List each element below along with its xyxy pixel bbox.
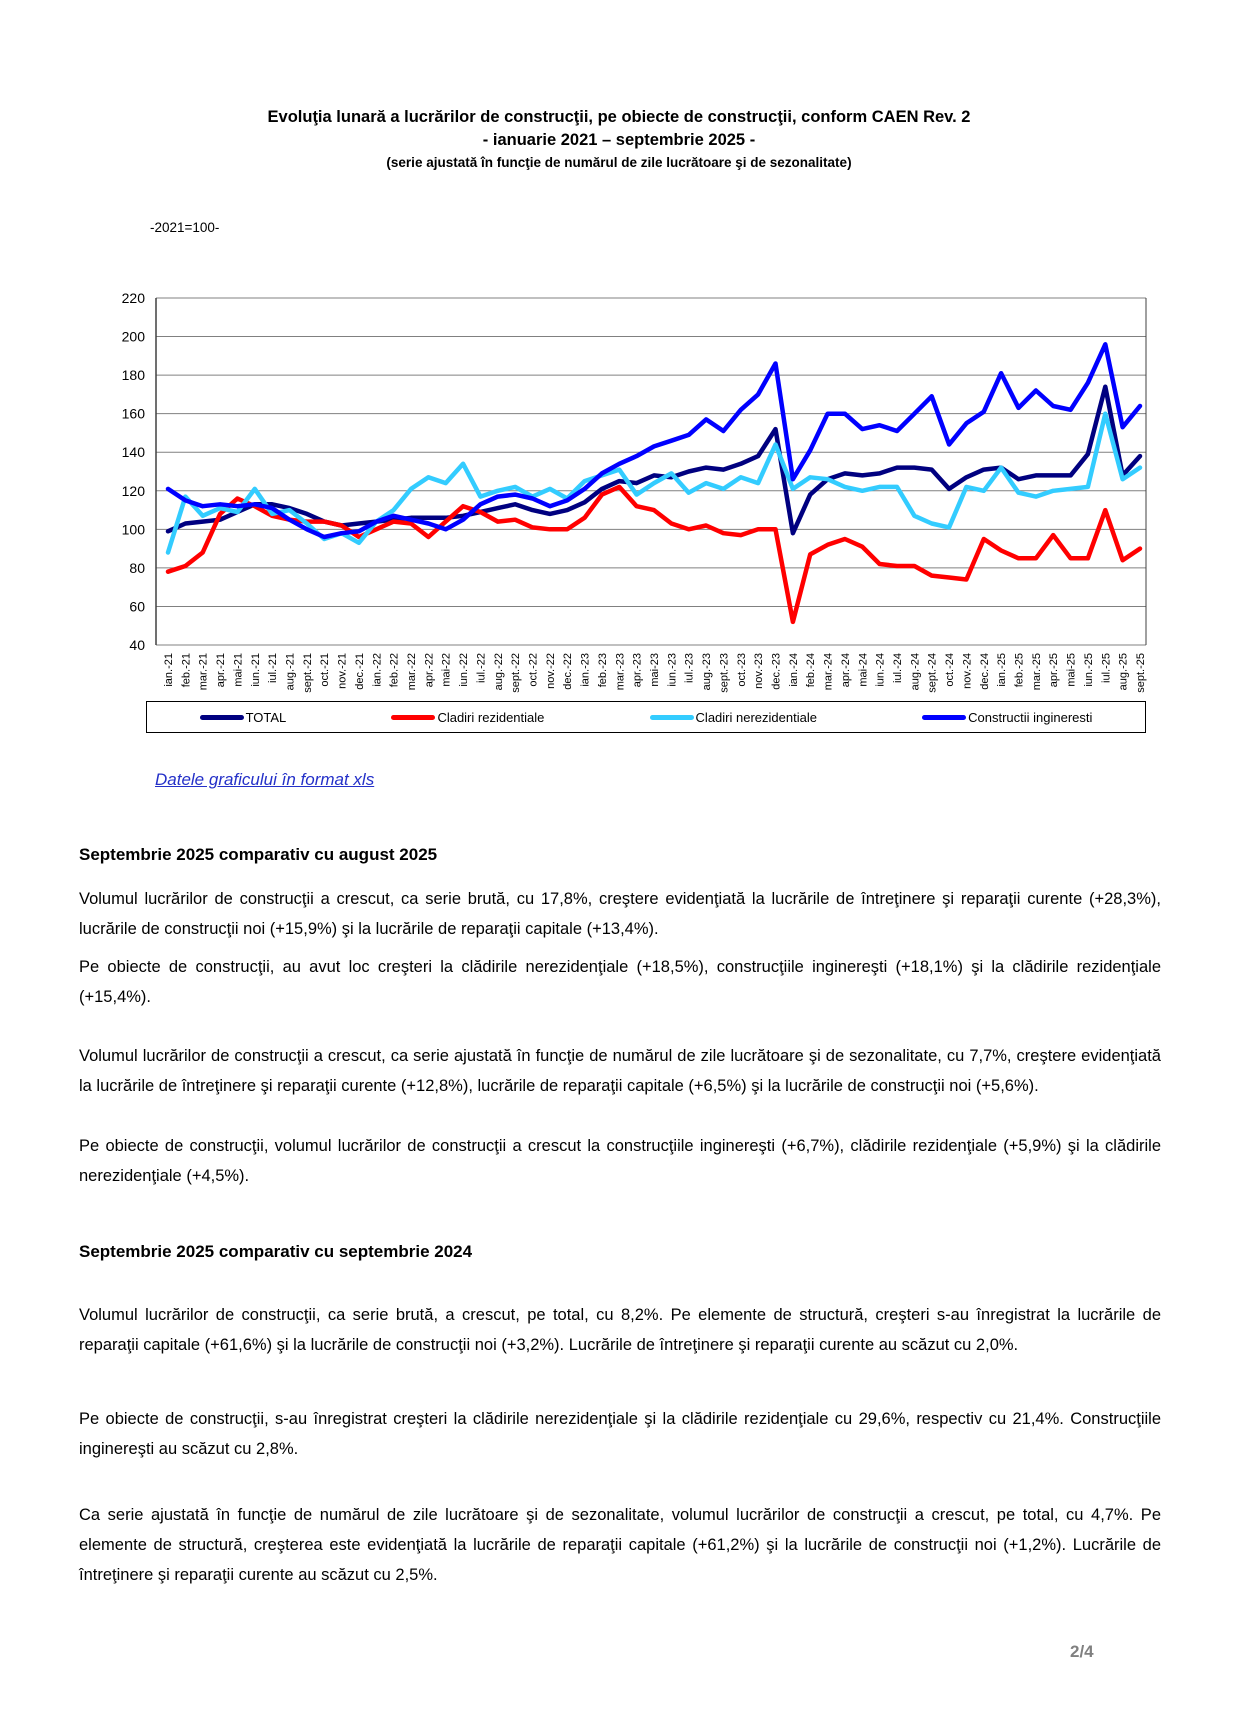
legend-label: TOTAL bbox=[245, 709, 287, 725]
svg-text:140: 140 bbox=[121, 444, 145, 461]
svg-text:aug.-22: aug.-22 bbox=[492, 653, 505, 691]
svg-text:mai-24: mai-24 bbox=[857, 653, 870, 687]
section-heading-year-comparison: Septembrie 2025 comparativ cu septembrie 2024 bbox=[79, 1242, 473, 1261]
paragraph: Volumul lucrărilor de construcţii a crescut, ca serie brută, cu 17,8%, creştere evidenţiată la lucrările de întreţinere şi reparaţii curente (+28,3%), lucrările de construcţii noi (+15,9%) şi la lucrările de reparaţii capitale (+13,4%). bbox=[79, 890, 1161, 938]
svg-text:apr.-24: apr.-24 bbox=[839, 653, 852, 688]
svg-text:dec.-22: dec.-22 bbox=[562, 653, 575, 690]
svg-text:iun.-25: iun.-25 bbox=[1082, 653, 1095, 687]
svg-text:mai-21: mai-21 bbox=[232, 653, 245, 687]
svg-text:iun.-23: iun.-23 bbox=[666, 653, 679, 687]
svg-text:dec.-24: dec.-24 bbox=[978, 652, 991, 690]
svg-text:sept.-23: sept.-23 bbox=[718, 653, 731, 693]
svg-text:nov.-23: nov.-23 bbox=[753, 653, 766, 689]
svg-text:mai-22: mai-22 bbox=[440, 653, 453, 687]
svg-text:apr.-25: apr.-25 bbox=[1048, 653, 1061, 688]
svg-text:mai-23: mai-23 bbox=[649, 653, 661, 687]
chart-unit-note: -2021=100- bbox=[150, 220, 220, 235]
legend-item bbox=[650, 710, 817, 725]
svg-text:ian.-24: ian.-24 bbox=[787, 653, 800, 687]
legend-marker-icon bbox=[650, 715, 694, 720]
svg-text:feb.-22: feb.-22 bbox=[388, 653, 401, 688]
svg-text:180: 180 bbox=[121, 367, 145, 384]
svg-text:iul.-21: iul.-21 bbox=[267, 653, 280, 683]
legend-item bbox=[200, 710, 287, 725]
svg-text:feb.-24: feb.-24 bbox=[805, 653, 818, 688]
svg-text:dec.-21: dec.-21 bbox=[353, 653, 366, 690]
page-number: 2/4 bbox=[1070, 1642, 1094, 1661]
title-line-2: - ianuarie 2021 – septembrie 2025 - bbox=[482, 131, 756, 149]
legend-marker-icon bbox=[200, 715, 244, 720]
svg-text:iul.-22: iul.-22 bbox=[475, 653, 488, 683]
svg-text:80: 80 bbox=[129, 559, 145, 576]
legend-item bbox=[922, 710, 1092, 725]
svg-text:oct.-22: oct.-22 bbox=[527, 653, 540, 687]
svg-text:160: 160 bbox=[121, 405, 145, 422]
svg-text:mar.-24: mar.-24 bbox=[822, 653, 835, 691]
svg-text:mar.-23: mar.-23 bbox=[614, 653, 627, 691]
svg-text:ian.-23: ian.-23 bbox=[579, 653, 592, 687]
legend-item bbox=[391, 710, 544, 725]
svg-text:sept.-25: sept.-25 bbox=[1135, 653, 1147, 693]
line-chart bbox=[0, 0, 1238, 780]
svg-text:iun.-24: iun.-24 bbox=[874, 653, 887, 687]
legend-label: Constructii ingineresti bbox=[968, 709, 1093, 725]
section-heading-month-comparison: Septembrie 2025 comparativ cu august 2025 bbox=[79, 845, 438, 864]
legend-marker-icon bbox=[922, 715, 966, 720]
svg-text:220: 220 bbox=[121, 290, 145, 306]
svg-text:feb.-25: feb.-25 bbox=[1013, 653, 1026, 688]
xls-data-link[interactable]: Datele graficului în format xls bbox=[155, 770, 375, 789]
svg-text:60: 60 bbox=[129, 598, 145, 615]
svg-text:mar.-22: mar.-22 bbox=[406, 653, 418, 691]
svg-text:200: 200 bbox=[121, 328, 145, 345]
svg-text:100: 100 bbox=[121, 521, 145, 538]
chart-legend bbox=[146, 701, 1146, 733]
svg-text:40: 40 bbox=[129, 637, 145, 653]
paragraph: Pe obiecte de construcţii, volumul lucrărilor de construcţii a crescut la construcţiile inginereşti (+6,7%), clădirile rezidenţiale (+5,9%) şi la clădirile nerezidenţiale (+4,5%). bbox=[79, 1137, 1161, 1185]
svg-text:ian.-25: ian.-25 bbox=[996, 652, 1009, 687]
svg-text:apr.-22: apr.-22 bbox=[423, 653, 436, 688]
svg-text:120: 120 bbox=[121, 482, 145, 499]
svg-text:feb.-21: feb.-21 bbox=[180, 653, 193, 688]
svg-text:apr.-21: apr.-21 bbox=[215, 653, 228, 688]
svg-text:mar.-25: mar.-25 bbox=[1030, 653, 1043, 691]
svg-text:ian.-21: ian.-21 bbox=[163, 653, 175, 687]
svg-text:apr.-23: apr.-23 bbox=[631, 653, 644, 688]
svg-text:aug.-21: aug.-21 bbox=[284, 653, 297, 691]
legend-marker-icon bbox=[391, 715, 435, 720]
svg-text:sept.-22: sept.-22 bbox=[510, 653, 523, 693]
svg-text:oct.-24: oct.-24 bbox=[944, 653, 957, 687]
legend-label: Cladiri rezidentiale bbox=[437, 709, 545, 725]
svg-text:aug.-24: aug.-24 bbox=[909, 653, 922, 691]
svg-text:feb.-23: feb.-23 bbox=[596, 653, 609, 688]
paragraph: Volumul lucrărilor de construcţii, ca serie brută, a crescut, pe total, cu 8,2%. Pe elemente de structură, creşteri s-au înregistrat la lucrările de reparaţii capitale (+61,6%) şi la lucrările de construcţii noi (+3,2%). Lucrările de întreţinere şi reparaţii curente au scăzut cu 2,0%. bbox=[79, 1306, 1161, 1354]
svg-text:aug.-25: aug.-25 bbox=[1117, 653, 1130, 691]
svg-text:mar.-21: mar.-21 bbox=[197, 653, 210, 691]
title-line-1: Evoluţia lunară a lucrărilor de construcţii, pe obiecte de construcţii, conform CAEN Rev. 2 bbox=[267, 108, 971, 126]
svg-text:iun.-21: iun.-21 bbox=[249, 653, 262, 687]
svg-text:dec.-23: dec.-23 bbox=[770, 653, 783, 690]
svg-text:aug.-23: aug.-23 bbox=[701, 653, 714, 691]
svg-text:mai-25: mai-25 bbox=[1065, 653, 1078, 687]
svg-text:nov.-24: nov.-24 bbox=[961, 653, 974, 689]
paragraph: Pe obiecte de construcţii, au avut loc creşteri la clădirile nerezidenţiale (+18,5%), construcţiile inginereşti (+18,1%) şi la clădirile rezidenţiale (+15,4%). bbox=[79, 958, 1161, 1006]
svg-text:ian.-22: ian.-22 bbox=[371, 653, 384, 687]
svg-text:nov.-22: nov.-22 bbox=[544, 653, 557, 689]
svg-text:sept.-24: sept.-24 bbox=[926, 653, 939, 693]
svg-text:nov.-21: nov.-21 bbox=[336, 653, 349, 689]
legend-label: Cladiri nerezidentiale bbox=[695, 709, 817, 725]
svg-text:oct.-21: oct.-21 bbox=[319, 653, 332, 687]
svg-text:sept.-21: sept.-21 bbox=[301, 653, 314, 693]
paragraph: Volumul lucrărilor de construcţii a crescut, ca serie ajustată în funcţie de numărul de zile lucrătoare şi de sezonalitate, cu 7,7%, creştere evidenţiată la lucrările de întreţinere şi reparaţii curente (+12,8%), lucrările de reparaţii capitale (+6,5%) şi la lucrările de construcţii noi (+5,6%). bbox=[79, 1047, 1161, 1095]
title-line-3: (serie ajustată în funcţie de numărul de zile lucrătoare şi de sezonalitate) bbox=[386, 155, 852, 170]
svg-text:iun.-22: iun.-22 bbox=[458, 653, 471, 687]
svg-text:iul.-23: iul.-23 bbox=[683, 653, 696, 683]
paragraph: Pe obiecte de construcţii, s-au înregistrat creşteri la clădirile nerezidenţiale şi la clădirile rezidenţiale cu 29,6%, respectiv cu 21,4%. Construcţiile inginereşti au scăzut cu 2,8%. bbox=[79, 1410, 1161, 1458]
svg-text:iul.-25: iul.-25 bbox=[1100, 653, 1113, 683]
paragraph: Ca serie ajustată în funcţie de numărul de zile lucrătoare şi de sezonalitate, volumul lucrărilor de construcţii a crescut, pe total, cu 4,7%. Pe elemente de structură, creşterea este evidenţiată la lucrările de reparaţii capitale (+61,2%) şi la lucrările de construcţii noi (+1,2%). Lucrările de întreţinere şi reparaţii curente au scăzut cu 2,5%. bbox=[79, 1506, 1161, 1584]
svg-text:oct.-23: oct.-23 bbox=[735, 653, 748, 687]
svg-text:iul.-24: iul.-24 bbox=[892, 653, 904, 683]
